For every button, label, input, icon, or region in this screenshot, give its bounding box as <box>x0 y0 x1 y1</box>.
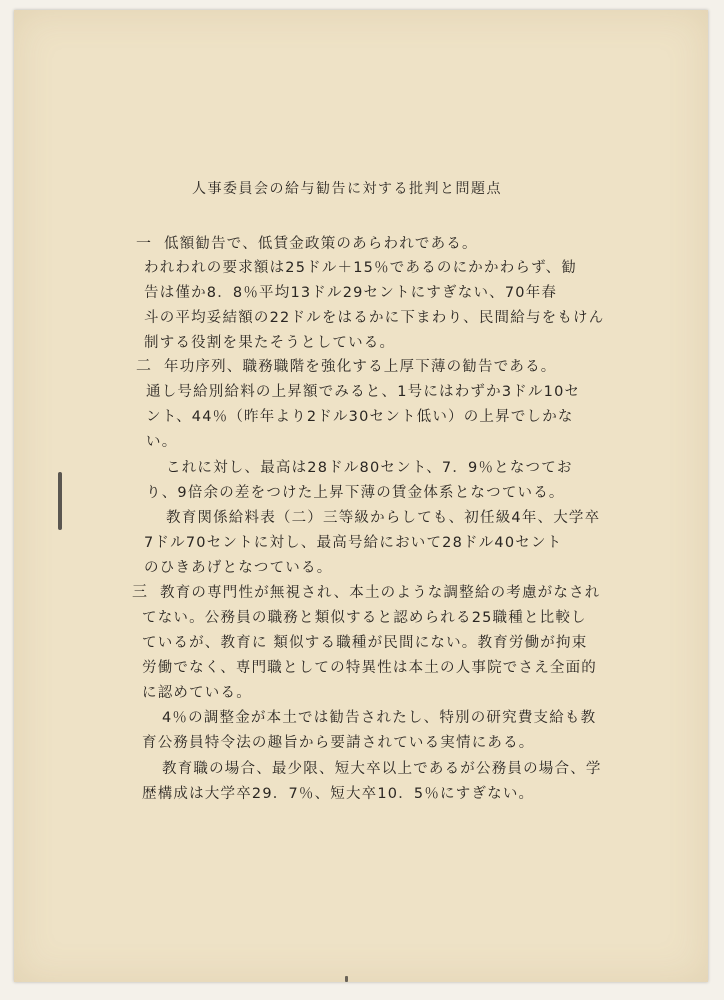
section-3-line-8: 教育職の場合、最少限、短大卒以上であるが公務員の場合、学 <box>162 761 602 777</box>
section-3-line-6: 4％の調整金が本土では勧告されたし、特別の研究費支給も教 <box>162 710 597 726</box>
section-2-line-6: り、9倍余の差をつけた上昇下薄の賃金体系となつている。 <box>146 485 565 501</box>
section-3-marker: 三 <box>132 582 148 600</box>
section-2-line-2: 通し号給別給料の上昇額でみると、1号にはわずか3ドル10セ <box>146 384 581 400</box>
section-3-line-4: 労働でなく、専門職としての特異性は本土の人事院でさえ全面的 <box>142 660 598 676</box>
section-3-line-1: 教育の専門性が無視され、本土のような調整給の考慮がなされ <box>160 585 601 601</box>
document-title: 人事委員会の給与勧告に対する批判と問題点 <box>192 181 502 197</box>
section-2-line-4: い。 <box>146 434 178 450</box>
staple-mark <box>58 472 62 530</box>
section-1-line-5: 制する役割を果たそうとしている。 <box>144 335 396 351</box>
section-2-line-9: のひきあげとなつている。 <box>144 560 333 576</box>
document-page <box>14 10 708 982</box>
section-3-line-2: てない。公務員の職務と類似すると認められる25職種と比較し <box>142 610 587 626</box>
section-2-line-7: 教育関係給料表（二）三等級からしても、初任級4年、大学卒 <box>166 510 601 526</box>
section-1-line-1: 低額勧告で、低賃金政策のあらわれである。 <box>164 236 478 252</box>
section-3-line-7: 育公務員特令法の趣旨から要請されている実情にある。 <box>142 735 535 751</box>
section-2-line-8: 7ドル70セントに対し、最高号給において28ドル40セント <box>144 535 563 551</box>
page-footer-mark <box>345 976 348 982</box>
section-3-line-3: ているが、教育に 類似する職種が民間にない。教育労働が拘束 <box>142 635 588 651</box>
section-2-line-5: これに対し、最高は28ドル80セント、7．9％となつてお <box>166 460 573 476</box>
section-2-marker: 二 <box>136 356 152 374</box>
section-1-line-3: 告は僅か8．8％平均13ドル29セントにすぎない、70年春 <box>144 285 558 301</box>
section-3-line-5: に認めている。 <box>142 685 252 701</box>
section-1-line-2: われわれの要求額は25ドル＋15％であるのにかかわらず、勧 <box>144 260 578 276</box>
section-2-line-3: ント、44％（昨年より2ドル30セント低い）の上昇でしかな <box>146 409 574 425</box>
section-1-marker: 一 <box>136 234 152 252</box>
section-1-line-4: 斗の平均妥結額の22ドルをはるかに下まわり、民間給与をもけん <box>144 310 605 326</box>
section-3-line-9: 歴構成は大学卒29．7％、短大卒10．5％にすぎない。 <box>142 786 535 802</box>
section-2-line-1: 年功序列、職務職階を強化する上厚下薄の勧告である。 <box>164 359 557 375</box>
